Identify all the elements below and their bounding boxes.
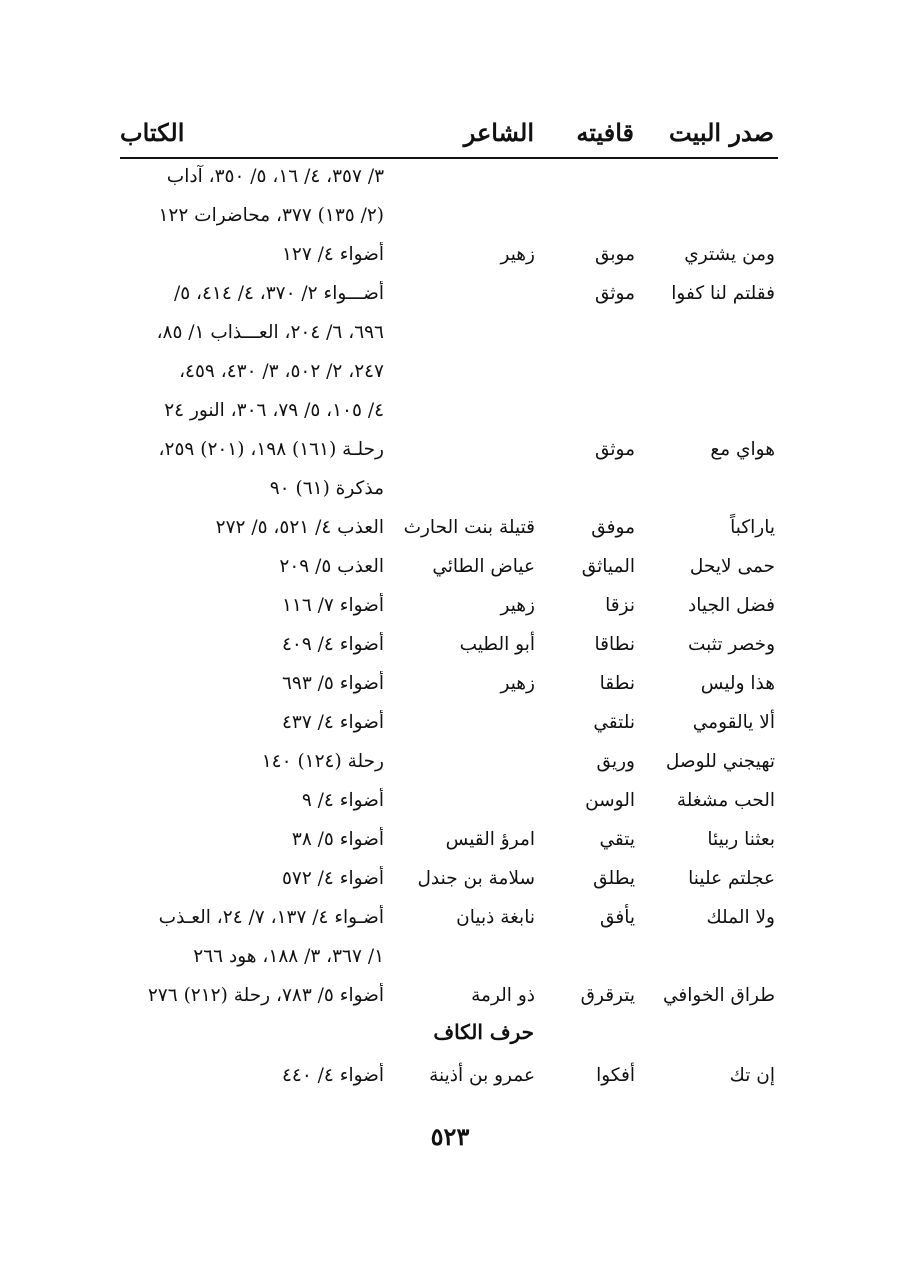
book-cell: أضواء ٥/ ٦٩٣: [281, 673, 384, 694]
header-poet: الشاعر: [463, 118, 534, 147]
poet-cell: عياض الطائي: [432, 556, 535, 577]
sadr-cell: وخصر تثبت: [688, 634, 775, 655]
book-cell: أضـواء ٤/ ١٣٧، ٧/ ٢٤، العـذب: [158, 907, 384, 928]
book-cell: أضواء ٥/ ٣٨: [291, 829, 384, 850]
book-cell: رحلـة (١٦١) ١٩٨، (٢٠١) ٢٥٩،: [158, 439, 384, 460]
book-cell: العذب ٤/ ٥٢١، ٥/ ٢٧٢: [215, 517, 384, 538]
book-cell: ٦٩٦، ٦/ ٢٠٤، العـــذاب ١/ ٨٥،: [156, 322, 384, 343]
book-cell: أضواء ٤/ ٤٤٠: [281, 1065, 384, 1086]
table-row: [0, 472, 900, 508]
table-row: [0, 316, 900, 352]
qafiya-cell: موثق: [594, 283, 635, 304]
qafiya-cell: يتقي: [599, 829, 635, 850]
sadr-cell: حمى لايحل: [689, 556, 775, 577]
table-row: [0, 160, 900, 196]
table-row: [0, 394, 900, 430]
table-row: [0, 901, 900, 937]
sadr-cell: تهيجني للوصل: [665, 751, 775, 772]
table-row: [0, 784, 900, 820]
qafiya-cell: نطاقا: [594, 634, 635, 655]
sadr-cell: عجلتم علينا: [688, 868, 775, 889]
table-row: [0, 277, 900, 313]
poet-cell: أبو الطيب: [459, 634, 535, 655]
table-row: [0, 745, 900, 781]
book-cell: أضـــواء ٢/ ٣٧٠، ٤/ ٤١٤، ٥/: [173, 283, 384, 304]
qafiya-cell: موفق: [591, 517, 635, 538]
header-qafiya: قافيته: [576, 118, 634, 147]
book-cell: أضواء ٤/ ٤٠٩: [281, 634, 384, 655]
poet-cell: قتيلة بنت الحارث: [403, 517, 535, 538]
table-row: [0, 628, 900, 664]
qafiya-cell: يترقرق: [580, 985, 635, 1006]
header-sadr: صدر البيت: [669, 118, 774, 147]
qafiya-cell: نزقا: [605, 595, 635, 616]
sadr-cell: هذا وليس: [700, 673, 775, 694]
table-row: [0, 199, 900, 235]
qafiya-cell: يطلق: [593, 868, 635, 889]
book-cell: ٤/ ١٠٥، ٥/ ٧٩، ٣٠٦، النور ٢٤: [164, 400, 384, 421]
book-cell: أضواء ٧/ ١١٦: [281, 595, 384, 616]
poet-cell: سلامة بن جندل: [417, 868, 535, 889]
book-cell: أضواء ٤/ ١٢٧: [281, 244, 384, 265]
sadr-cell: بعثنا ربيئا: [707, 829, 775, 850]
book-cell: أضواء ٤/ ٥٧٢: [281, 868, 384, 889]
qafiya-cell: الوسن: [585, 790, 635, 811]
table-row: [0, 238, 900, 274]
qafiya-cell: وريق: [596, 751, 635, 772]
qafiya-cell: أفكوا: [596, 1065, 635, 1086]
book-cell: ٢٤٧، ٢/ ٥٠٢، ٣/ ٤٣٠، ٤٥٩،: [179, 361, 384, 382]
book-cell: ١/ ٣٦٧، ٣/ ١٨٨، هود ٢٦٦: [193, 946, 384, 967]
qafiya-cell: موبق: [594, 244, 635, 265]
book-cell: (٢/ ١٣٥) ٣٧٧، محاضرات ١٢٢: [158, 205, 384, 226]
sadr-cell: ومن يشتري: [684, 244, 775, 265]
qafiya-cell: نطقا: [599, 673, 635, 694]
table-row: [0, 511, 900, 547]
poet-cell: نابغة ذبيان: [456, 907, 535, 928]
poet-cell: امرؤ القيس: [445, 829, 535, 850]
table-header: [120, 112, 776, 156]
page-number: ٥٢٣: [430, 1122, 470, 1151]
sadr-cell: ياراكباً: [730, 517, 775, 538]
poet-cell: زهير: [500, 244, 535, 265]
book-cell: أضواء ٤/ ٩: [301, 790, 384, 811]
sadr-cell: ولا الملك: [706, 907, 775, 928]
table-row: [0, 433, 900, 469]
sadr-cell: فقلتم لنا كفوا: [671, 283, 775, 304]
section-title: حرف الكاف: [433, 1020, 534, 1044]
table-row: [0, 667, 900, 703]
table-row: [0, 355, 900, 391]
table-row: [0, 862, 900, 898]
table-row: [0, 823, 900, 859]
header-book: الكتاب: [120, 118, 185, 147]
sadr-cell: طراق الخوافي: [663, 985, 775, 1006]
header-rule: [120, 157, 778, 159]
poet-cell: ذو الرمة: [471, 985, 535, 1006]
table-row: [0, 550, 900, 586]
poet-cell: زهير: [500, 595, 535, 616]
sadr-cell: إن تك: [729, 1065, 775, 1086]
table-row: [0, 706, 900, 742]
poet-cell: عمرو بن أذينة: [429, 1065, 535, 1086]
table-row: [0, 589, 900, 625]
qafiya-cell: موثق: [594, 439, 635, 460]
sadr-cell: فضل الجياد: [688, 595, 775, 616]
sadr-cell: هواي مع: [710, 439, 775, 460]
book-cell: ٣/ ٣٥٧، ٤/ ١٦، ٥/ ٣٥٠، آداب: [166, 166, 384, 187]
qafiya-cell: المياثق: [581, 556, 635, 577]
book-cell: رحلة (١٢٤) ١٤٠: [261, 751, 384, 772]
book-cell: العذب ٥/ ٢٠٩: [279, 556, 384, 577]
qafiya-cell: يأفق: [599, 907, 635, 928]
poet-cell: زهير: [500, 673, 535, 694]
sadr-cell: الحب مشغلة: [676, 790, 775, 811]
book-cell: أضواء ٥/ ٧٨٣، رحلة (٢١٢) ٢٧٦: [147, 985, 384, 1006]
table-row: [0, 979, 900, 1015]
book-cell: مذكرة (٦١) ٩٠: [269, 478, 384, 499]
book-cell: أضواء ٤/ ٤٣٧: [281, 712, 384, 733]
qafiya-cell: نلتقي: [593, 712, 635, 733]
table-row: [0, 1059, 900, 1095]
table-row: [0, 940, 900, 976]
sadr-cell: ألا يالقومي: [692, 712, 775, 733]
